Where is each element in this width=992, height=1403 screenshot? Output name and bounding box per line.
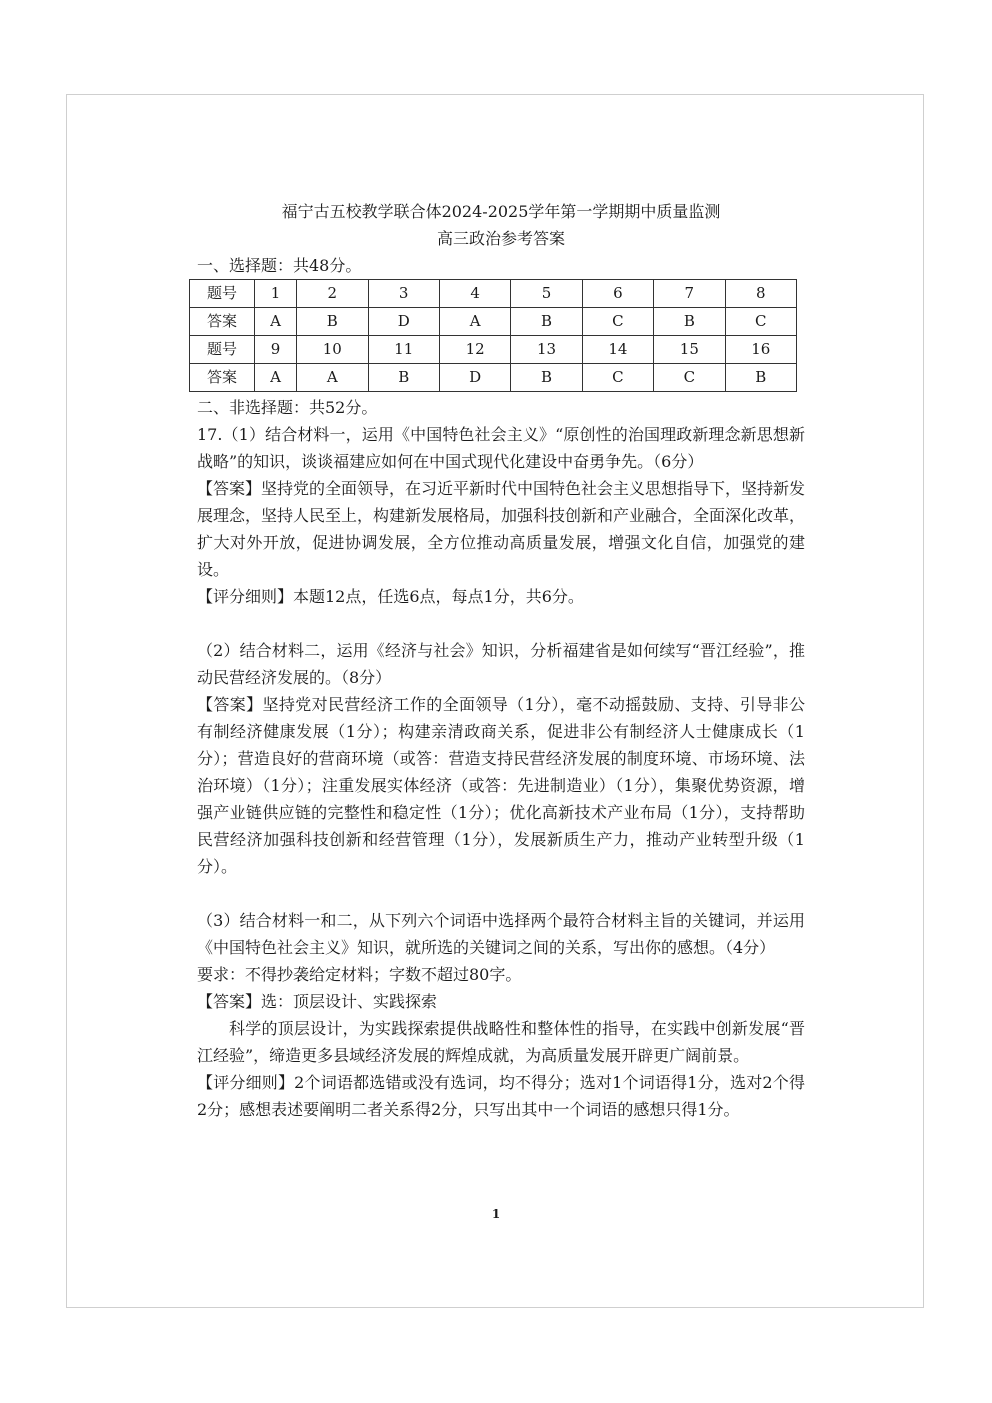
table-cell: B: [654, 308, 725, 336]
section-heading-choice: 一、选择题：共48分。: [197, 256, 362, 275]
document-body: [197, 198, 805, 1123]
table-cell: 答案: [190, 364, 255, 392]
table-cell: C: [582, 364, 653, 392]
question-17-2-answer: 【答案】坚持党对民营经济工作的全面领导（1分），毫不动摇鼓励、支持、引导非公有制经济健康发展（1分）；构建亲清政商关系，促进非公有制经济人士健康成长（1分）；营造良好的营商环境（或答：营造支持民营经济发展的制度环境、市场环境、法治环境）（1分）；注重发展实体经济（或答：先进制造业）（1分），集聚优势资源，增强产业链供应链的完整性和稳定性（1分）；优化高新技术产业布局（1分），支持帮助民营经济加强科技创新和经营管理（1分），发展新质生产力，推动产业转型升级（1分）。: [197, 695, 805, 876]
table-cell: 6: [582, 280, 653, 308]
question-17-3-answer-body: 科学的顶层设计，为实践探索提供战略性和整体性的指导，在实践中创新发展“晋江经验”，缔造更多县域经济发展的辉煌成就，为高质量发展开辟更广阔前景。: [197, 1019, 805, 1065]
table-cell: 8: [725, 280, 796, 308]
table-cell: C: [725, 308, 796, 336]
question-17-3-scoring: 【评分细则】2个词语都选错或没有选词，均不得分；选对1个词语得1分，选对2个得2分；感想表述要阐明二者关系得2分，只写出其中一个词语的感想只得1分。: [197, 1073, 805, 1119]
table-cell: 3: [368, 280, 439, 308]
table-cell: A: [255, 364, 297, 392]
document-title: 福宁古五校教学联合体2024-2025学年第一学期期中质量监测: [281, 202, 721, 221]
table-cell: 13: [511, 336, 582, 364]
table-cell: 答案: [190, 308, 255, 336]
spacer: [197, 880, 805, 907]
question-17-1-answer: 【答案】坚持党的全面领导，在习近平新时代中国特色社会主义思想指导下，坚持新发展理念，坚持人民至上，构建新发展格局，加强科技创新和产业融合，全面深化改革，扩大对外开放，促进协调发展，全方位推动高质量发展，增强文化自信，加强党的建设。: [197, 479, 806, 579]
question-17-2: （2）结合材料二，运用《经济与社会》知识，分析福建省是如何续写“晋江经验”，推动民营经济发展的。（8分）: [197, 641, 805, 687]
table-cell: D: [439, 364, 510, 392]
table-cell: 1: [255, 280, 297, 308]
table-cell: 11: [368, 336, 439, 364]
question-17-1: 17.（1）结合材料一，运用《中国特色社会主义》“原创性的治国理政新理念新思想新战略”的知识，谈谈福建应如何在中国式现代化建设中奋勇争先。（6分）: [197, 425, 805, 471]
answer-table: [189, 279, 797, 392]
table-cell: 题号: [190, 280, 255, 308]
page-number: 1: [491, 1207, 501, 1221]
question-17-1-scoring: 【评分细则】本题12点，任选6点，每点1分，共6分。: [197, 587, 584, 606]
table-cell: 7: [654, 280, 725, 308]
table-cell: 14: [582, 336, 653, 364]
table-row: [190, 336, 797, 364]
table-row: [190, 308, 797, 336]
table-cell: 2: [297, 280, 368, 308]
table-cell: C: [654, 364, 725, 392]
table-cell: 16: [725, 336, 796, 364]
table-cell: 9: [255, 336, 297, 364]
table-cell: 4: [439, 280, 510, 308]
table-cell: B: [368, 364, 439, 392]
table-cell: A: [297, 364, 368, 392]
question-17-3: （3）结合材料一和二，从下列六个词语中选择两个最符合材料主旨的关键词，并运用《中国特色社会主义》知识，就所选的关键词之间的关系，写出你的感想。（4分）: [197, 911, 805, 957]
table-cell: D: [368, 308, 439, 336]
table-cell: B: [511, 364, 582, 392]
question-17-3-requirement: 要求：不得抄袭给定材料；字数不超过80字。: [197, 965, 522, 984]
table-cell: B: [297, 308, 368, 336]
table-cell: B: [725, 364, 796, 392]
table-cell: 10: [297, 336, 368, 364]
spacer: [197, 610, 805, 637]
table-row: [190, 280, 797, 308]
table-cell: A: [439, 308, 510, 336]
table-cell: A: [255, 308, 297, 336]
table-cell: B: [511, 308, 582, 336]
document-subtitle: 高三政治参考答案: [436, 229, 565, 248]
table-cell: 5: [511, 280, 582, 308]
table-cell: 12: [439, 336, 510, 364]
table-cell: 题号: [190, 336, 255, 364]
section-heading-nonchoice: 二、非选择题：共52分。: [197, 398, 378, 417]
table-row: [190, 364, 797, 392]
table-cell: C: [582, 308, 653, 336]
question-17-3-answer: 【答案】选：顶层设计、实践探索: [197, 992, 438, 1011]
table-cell: 15: [654, 336, 725, 364]
